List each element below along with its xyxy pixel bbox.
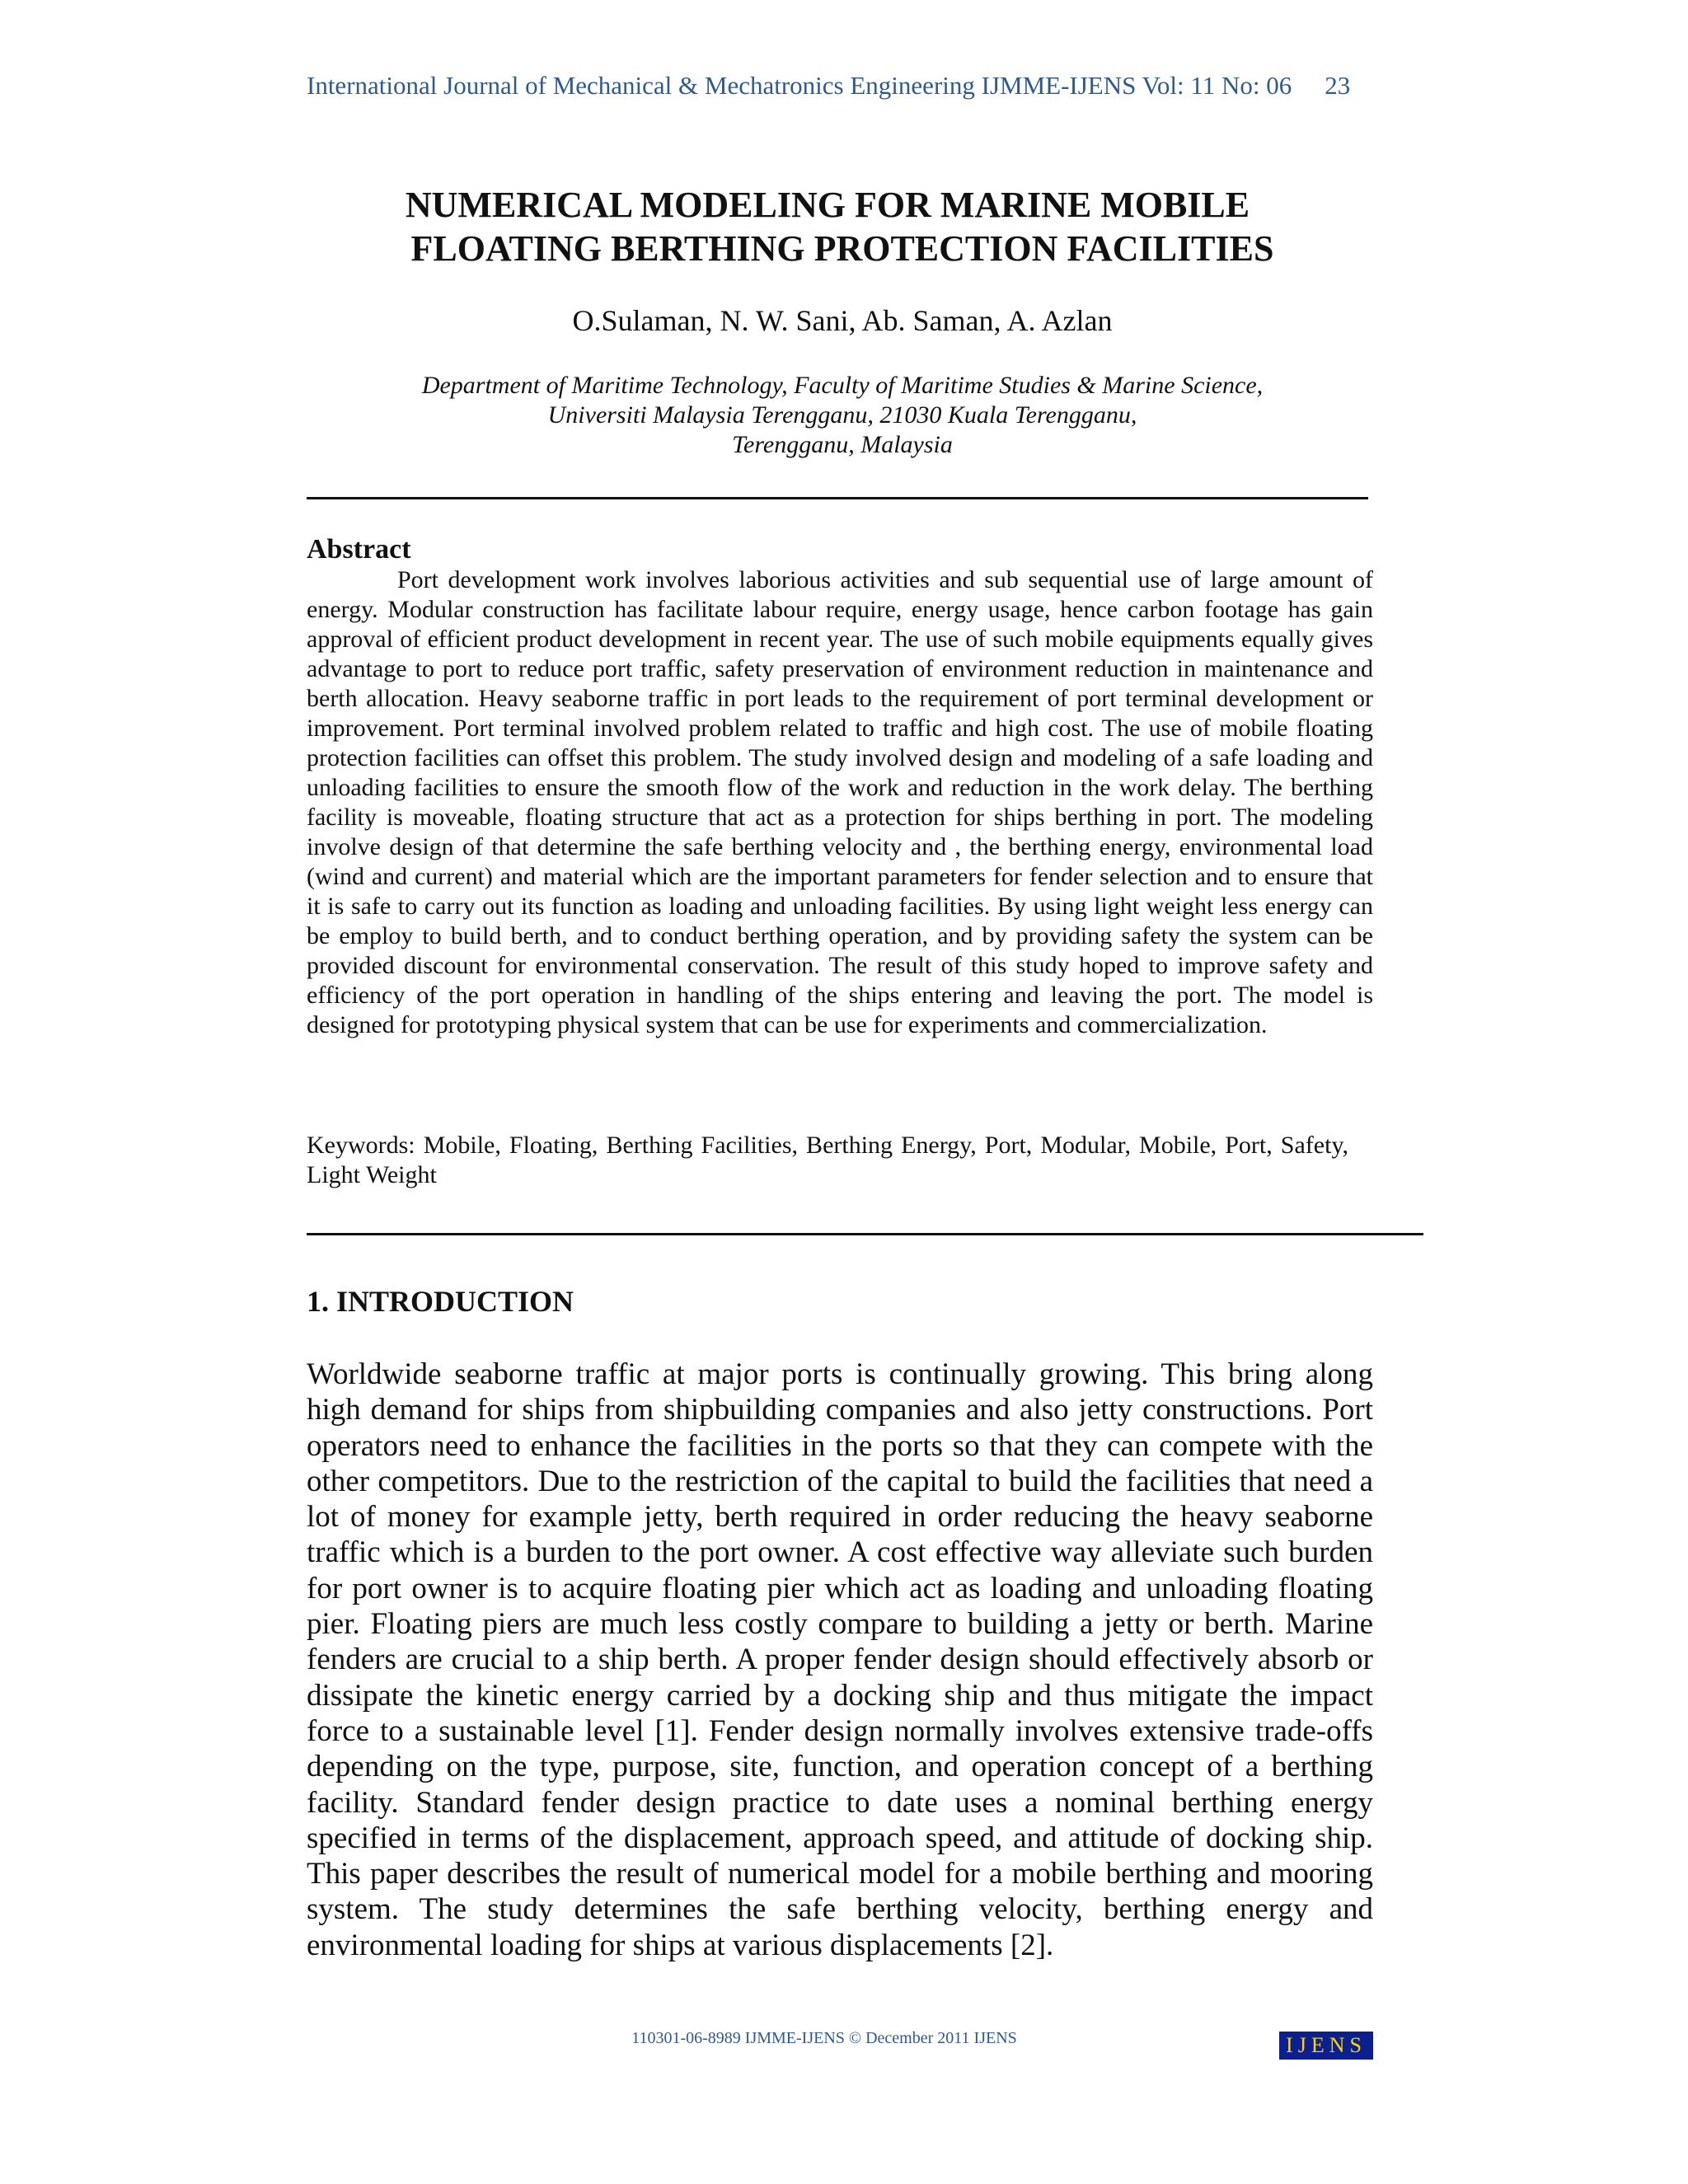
introduction-text: Worldwide seaborne traffic at major ports is continually growing. This bring along high demand for ships from shipbuilding companies and also jetty constructions. Port operators need to enhance the facilities in the ports so that they can compete with the other competitors. Due to the restriction of the capital to build the facilities that need a lot of money for example jetty, berth required in order reducing the heavy seaborne traffic which is a burden to the port owner. A cost effective way alleviate such burden for port owner is to acquire floating pier which act as loading and unloading floating pier. Floating piers are much less costly compare to building a jetty or berth. Marine fenders are crucial to a ship berth. A proper fender design should effectively absorb or dissipate the kinetic energy carried by a docking ship and thus mitigate the impact force to a sustainable level [1]. Fender design normally involves extensive trade-offs depending on the type, purpose, site, function, and operation concept of a berthing facility. Standard fender design practice to date uses a nominal berthing energy specified in terms of the displacement, approach speed, and attitude of docking ship. This paper describes the result of numerical model for a mobile berthing and mooring system. The study determines the safe berthing velocity, berthing energy and environmental loading for ships at various displacements [2].	[307, 1357, 1373, 1962]
title-line-2: FLOATING BERTHING PROTECTION FACILITIES	[410, 228, 1274, 269]
bottom-divider	[307, 1233, 1423, 1235]
ijens-logo: IJENS	[1279, 2032, 1373, 2060]
affiliation	[307, 371, 1378, 460]
keywords: Keywords: Mobile, Floating, Berthing Facilities, Berthing Energy, Port, Modular, Mobile, Port, Safety, Light Weight	[307, 1132, 1348, 1188]
authors: O.Sulaman, N. W. Sani, Ab. Saman, A. Azlan	[572, 304, 1113, 337]
affiliation-line-2: Universiti Malaysia Terengganu, 21030 Kuala Terengganu,	[547, 401, 1137, 429]
journal-name: International Journal of Mechanical & Mechatronics Engineering IJMME-IJENS Vol: 11 No: 06	[307, 71, 1292, 100]
paper-title	[307, 183, 1378, 270]
affiliation-line-3: Terengganu, Malaysia	[732, 431, 953, 458]
section-heading-introduction: 1. INTRODUCTION	[307, 1285, 574, 1318]
top-divider	[307, 497, 1368, 499]
abstract-text: Port development work involves laborious activities and sub sequential use of large amount of energy. Modular construction has facilitate labour require, energy usage, hence carbon footage has gain approval of efficient product development in recent year. The use of such mobile equipments equally gives advantage to port to reduce port traffic, safety preservation of environment reduction in maintenance and berth allocation. Heavy seaborne traffic in port leads to the requirement of port terminal development or improvement. Port terminal involved problem related to traffic and high cost. The use of mobile floating protection facilities can offset this problem. The study involved design and modeling of a safe loading and unloading facilities to ensure the smooth flow of the work and reduction in the work delay. The berthing facility is moveable, floating structure that act as a protection for ships berthing in port. The modeling involve design of that determine the safe berthing velocity and , the berthing energy, environmental load (wind and current) and material which are the important parameters for fender selection and to ensure that it is safe to carry out its function as loading and unloading facilities. By using light weight less energy can be employ to build berth, and to conduct berthing operation, and by providing safety the system can be provided discount for environmental conservation. The result of this study hoped to improve safety and efficiency of the port operation in handling of the ships entering and leaving the port. The model is designed for prototyping physical system that can be use for experiments and commercialization.	[307, 566, 1373, 1038]
affiliation-line-1: Department of Maritime Technology, Faculty of Maritime Studies & Marine Science,	[421, 372, 1264, 399]
abstract-heading: Abstract	[307, 534, 411, 565]
footer-text: 110301-06-8989 IJMME-IJENS © December 2011 IJENS	[631, 2029, 1017, 2047]
title-line-1: NUMERICAL MODELING FOR MARINE MOBILE	[405, 185, 1250, 225]
page-number: 23	[1325, 71, 1351, 100]
running-header	[307, 71, 1378, 101]
